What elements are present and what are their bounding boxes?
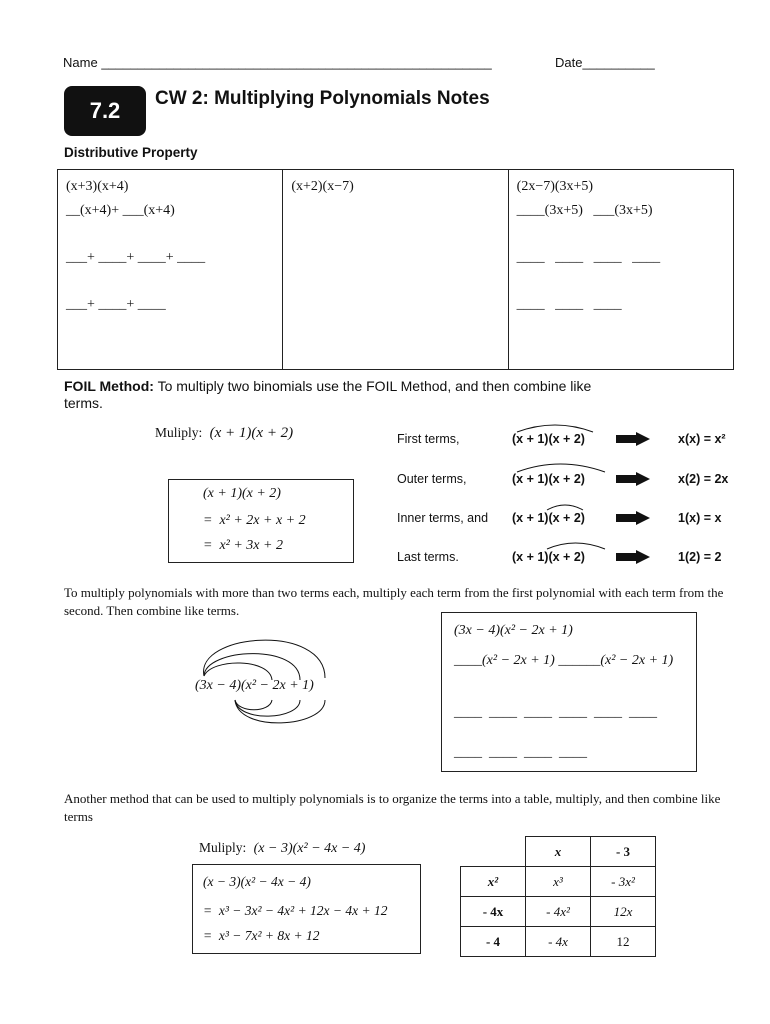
- work-line[interactable]: ____ ____ ____: [516, 297, 622, 312]
- multiplication-table: [460, 836, 656, 957]
- work-line: (x − 3)(x² − 4x − 4): [203, 874, 311, 889]
- work-line: = x³ − 3x² − 4x² + 12x − 4x + 12: [203, 903, 388, 918]
- work-line[interactable]: ____(3x+5) ___(3x+5): [516, 203, 653, 218]
- name-field: [63, 55, 492, 70]
- table-row: [461, 897, 656, 927]
- problem-expr: (x+3)(x+4): [66, 179, 129, 194]
- date-label: Date: [555, 55, 583, 70]
- foil-step-expr: (x + 1)(x + 2): [512, 472, 585, 486]
- table-cell: - 3x²: [591, 867, 656, 897]
- foil-step-result: 1(2) = 2: [678, 550, 722, 564]
- foil-description: [64, 378, 624, 412]
- foil-step-expr: (x + 1)(x + 2): [512, 550, 585, 564]
- row-header: x²: [461, 867, 526, 897]
- work-line: = x² + 3x + 2: [203, 538, 283, 553]
- foil-step-expr: (x + 1)(x + 2): [512, 511, 585, 525]
- foil-multiply: [155, 425, 293, 442]
- table-cell: - 4x: [526, 927, 591, 957]
- page-title: CW 2: Multiplying Polynomials Notes: [155, 88, 490, 109]
- table-cell: - 4x²: [526, 897, 591, 927]
- work-line[interactable]: __(x+4)+ ___(x+4): [66, 203, 175, 218]
- col-header: - 3: [591, 837, 656, 867]
- foil-arc-icons: [505, 420, 615, 570]
- distributive-grid: [57, 169, 734, 370]
- foil-step-name: Last terms.: [397, 550, 459, 564]
- foil-step-name: First terms,: [397, 432, 460, 446]
- foil-step-result: x(x) = x²: [678, 432, 726, 446]
- work-line[interactable]: ____ ____ ____ ____ ____ ____: [454, 705, 657, 720]
- date-field: [555, 55, 655, 70]
- work-line[interactable]: ____ ____ ____ ____: [454, 745, 587, 760]
- work-line: (x + 1)(x + 2): [203, 486, 281, 501]
- table-cell: x³: [526, 867, 591, 897]
- work-line[interactable]: ____(x² − 2x + 1) ______(x² − 2x + 1): [454, 653, 674, 668]
- table-row: [461, 867, 656, 897]
- row-header: - 4x: [461, 897, 526, 927]
- arrow-right-icon: [616, 472, 650, 486]
- work-line: = x² + 2x + x + 2: [203, 513, 306, 528]
- arrow-right-icon: [616, 550, 650, 564]
- table-row: [461, 837, 656, 867]
- foil-step-name: Outer terms,: [397, 472, 467, 486]
- table-work-box: [192, 864, 421, 954]
- table-corner: [461, 837, 526, 867]
- table-row: [461, 927, 656, 957]
- foil-text: To multiply two binomials use the FOIL Method, and then combine like terms.: [64, 378, 592, 411]
- work-line[interactable]: ___+ ____+ ____+ ____: [66, 250, 206, 265]
- problem-expr: (x+2)(x−7): [291, 179, 354, 194]
- distributive-cell-2[interactable]: [283, 170, 508, 369]
- multiply-expr: (x + 1)(x + 2): [209, 425, 294, 441]
- name-blank[interactable]: ______________________________________________________: [101, 55, 492, 70]
- name-label: Name: [63, 55, 98, 70]
- foil-label: FOIL Method:: [64, 378, 154, 394]
- distributive-heading: Distributive Property: [64, 145, 198, 160]
- foil-step-result: x(2) = 2x: [678, 472, 729, 486]
- problem-expr: (2x−7)(3x+5): [516, 179, 594, 194]
- table-cell: 12: [591, 927, 656, 957]
- foil-step-expr: (x + 1)(x + 2): [512, 432, 585, 446]
- distributive-cell-1: [58, 170, 283, 369]
- work-line[interactable]: ____ ____ ____ ____: [516, 250, 661, 265]
- table-multiply: [199, 840, 365, 857]
- table-method-description: Another method that can be used to multiply polynomials is to organize the terms into a table, multiply, and then combine like terms: [64, 791, 721, 824]
- foil-step-result: 1(x) = x: [678, 511, 722, 525]
- multiply-expr: (x − 3)(x² − 4x − 4): [253, 841, 366, 856]
- distributive-cell-3: [509, 170, 733, 369]
- foil-step-name: Inner terms, and: [397, 511, 489, 525]
- col-header: x: [526, 837, 591, 867]
- table-cell: 12x: [591, 897, 656, 927]
- multiply-label: Muliply:: [155, 425, 203, 440]
- row-header: - 4: [461, 927, 526, 957]
- diagram-expr: (3x − 4)(x² − 2x + 1): [195, 678, 314, 693]
- work-line[interactable]: ___+ ____+ ____: [66, 297, 166, 312]
- arrow-right-icon: [616, 511, 650, 525]
- more-terms-box: [441, 612, 697, 772]
- multiply-label: Muliply:: [199, 840, 247, 855]
- more-terms-description: To multiply polynomials with more than two terms each, multiply each term from the first polynomial with each term from the second. Then combine like terms.: [64, 585, 724, 618]
- date-blank[interactable]: __________: [582, 55, 655, 70]
- work-line: = x³ − 7x² + 8x + 12: [203, 928, 320, 943]
- work-line: (3x − 4)(x² − 2x + 1): [454, 623, 573, 638]
- arrow-right-icon: [616, 432, 650, 446]
- foil-work-box: [168, 479, 354, 563]
- section-badge: 7.2: [64, 86, 146, 136]
